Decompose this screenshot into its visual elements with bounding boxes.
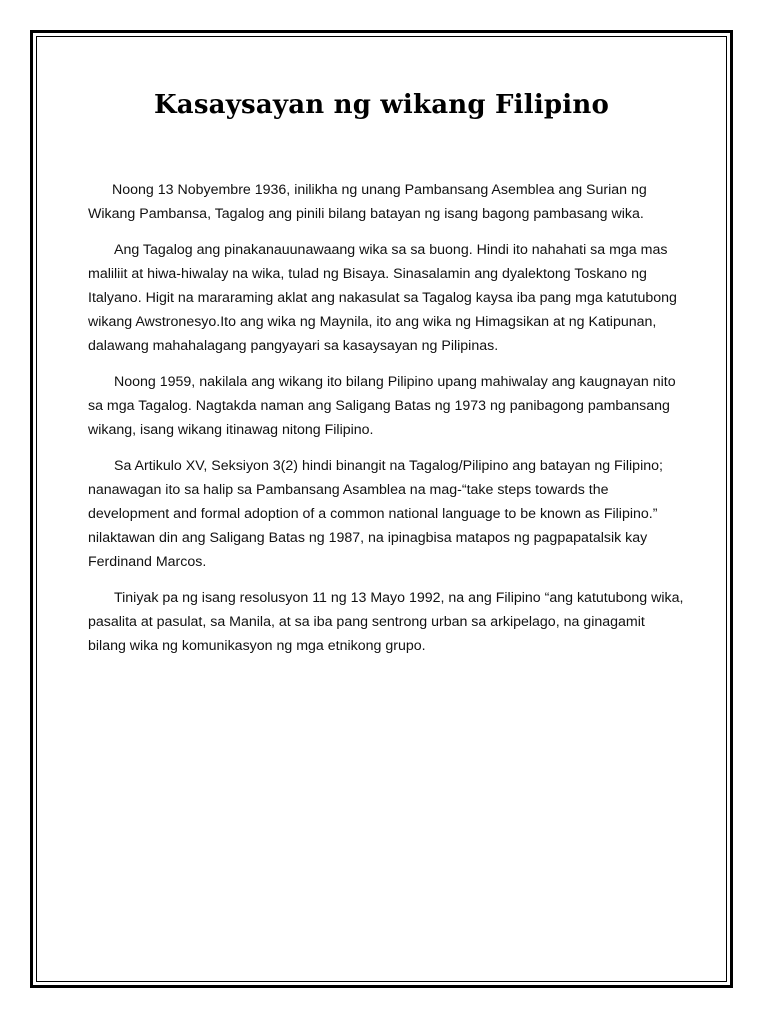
paragraph-1: Noong 13 Nobyembre 1936, inilikha ng unang Pambansang Asemblea ang Surian ng Wikang Pambansa, Tagalog ang pinili bilang batayan ng isang bagong pambasang wika. [88,182,647,222]
paragraph-3: Noong 1959, nakilala ang wikang ito bilang Pilipino upang mahiwalay ang kaugnayan nito sa mga Tagalog. Nagtakda naman ang Saligang Batas ng 1973 ng panibagong pambansang wikang, isang wikang itinawag nitong Filipino. [88,374,676,438]
document-title: Kasaysayan ng wikang Filipino [153,90,609,120]
paragraph-5: Tiniyak pa ng isang resolusyon 11 ng 13 Mayo 1992, na ang Filipino “ang katutubong wika, pasalita at pasulat, sa Manila, at sa iba pang sentrong urban sa arkipelago, na ginagamit bilang wika ng komunikasyon ng mga etnikong grupo. [88,590,684,654]
document-body [88,178,686,670]
paragraph-4: Sa Artikulo XV, Seksiyon 3(2) hindi binangit na Tagalog/Pilipino ang batayan ng Filipino; nanawagan ito sa halip sa Pambansang Asamblea na mag-“take steps towards the development and formal adoption of a common national language to be known as Filipino.” nilaktawan din ang Saligang Batas ng 1987, na ipinagbisa matapos ng pagpapatalsik kay Ferdinand Marcos. [88,458,663,570]
paragraph-2: Ang Tagalog ang pinakanauunawaang wika sa sa buong. Hindi ito nahahati sa mga mas maliliit at hiwa-hiwalay na wika, tulad ng Bisaya. Sinasalamin ang dyalektong Toskano ng Italyano. Higit na mararaming aklat ang nakasulat sa Tagalog kaysa iba pang mga katutubong wikang Awstronesyo.Ito ang wika ng Maynila, ito ang wika ng Himagsikan at ng Katipunan, dalawang mahahalagang pangyayari sa kasaysayan ng Pilipinas. [88,242,677,354]
